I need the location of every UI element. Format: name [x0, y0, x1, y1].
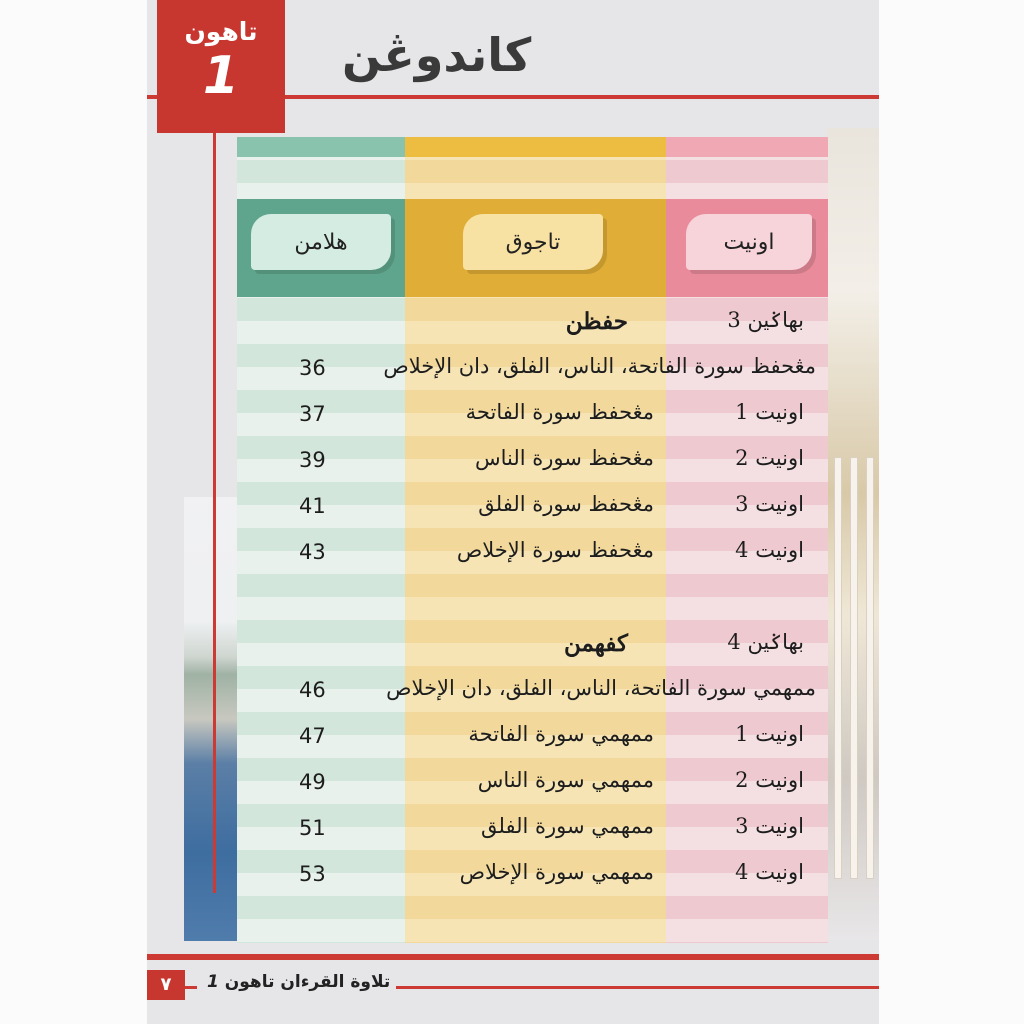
page-number-cell: 43: [299, 540, 326, 564]
page-number-cell: 47: [299, 724, 326, 748]
unit-header-cell: [666, 199, 828, 297]
topic-cell: مڠحفظ سورة الإخلاص: [456, 538, 654, 562]
page-number-cell: 53: [299, 862, 326, 886]
mosque-photo-left: [184, 497, 240, 941]
table-row: [237, 576, 828, 622]
page-number-cell: 37: [299, 402, 326, 426]
table-row: [237, 346, 828, 392]
contents-table: [237, 137, 828, 943]
topic-cell: مڠحفظ سورة الفاتحة: [465, 400, 654, 424]
topic-cell: ممهمي سورة الفلق: [481, 814, 654, 838]
year-badge: [157, 0, 285, 133]
unit-cell: اونيت 1: [735, 400, 804, 424]
page-number-cell: 51: [299, 816, 326, 840]
topic-cell: مڠحفظ سورة الناس: [474, 446, 654, 470]
table-row: [237, 760, 828, 806]
table-row: [237, 392, 828, 438]
footer-book-title: [197, 972, 396, 992]
unit-cell: بهاݢين 4: [727, 630, 804, 654]
table-row: [237, 852, 828, 898]
unit-cell: اونيت 2: [735, 446, 804, 470]
topic-cell: مڠحفظ سورة الفلق: [478, 492, 654, 516]
table-row: [237, 668, 828, 714]
year-number: 1: [202, 46, 240, 106]
unit-cell: بهاݢين 3: [727, 308, 804, 332]
page-number-cell: 46: [299, 678, 326, 702]
unit-cell: اونيت 3: [735, 814, 804, 838]
table-row: [237, 438, 828, 484]
table-row: [237, 714, 828, 760]
footer-year: 1: [207, 972, 219, 992]
footer-top-rule: [147, 954, 879, 960]
footer-page-number: ٧: [147, 970, 185, 1000]
page-header-cell: [237, 199, 405, 297]
unit-cell: اونيت 4: [735, 538, 804, 562]
unit-cell: اونيت 2: [735, 768, 804, 792]
section-title: حفظن: [565, 308, 628, 335]
margin-rule: [213, 133, 216, 893]
unit-cell: اونيت 3: [735, 492, 804, 516]
topic-cell: ممهمي سورة الفاتحة، الناس، الفلق، دان الإخلاص: [386, 676, 816, 700]
page-column-band: [237, 137, 405, 157]
topic-cell: ممهمي سورة الإخلاص: [459, 860, 654, 884]
footer-title-text: تلاوة القرءان تاهون: [224, 972, 391, 992]
page-title: كاندوڠن: [342, 28, 532, 82]
year-word: تاهون: [184, 17, 258, 46]
page-number-cell: 41: [299, 494, 326, 518]
section-title: كفهمن: [564, 630, 628, 657]
page-number-cell: 39: [299, 448, 326, 472]
unit-column-header: اونيت: [686, 214, 812, 270]
topic-header-cell: [405, 199, 666, 297]
table-row: [237, 806, 828, 852]
section-row: [237, 300, 828, 346]
table-row: [237, 484, 828, 530]
topic-cell: ممهمي سورة الناس: [477, 768, 654, 792]
topic-column-header: تاجوق: [463, 214, 603, 270]
page-number-cell: 36: [299, 356, 326, 380]
section-row: [237, 622, 828, 668]
topic-cell: ممهمي سورة الفاتحة: [468, 722, 654, 746]
topic-cell: مڠحفظ سورة الفاتحة، الناس، الفلق، دان الإخلاص: [383, 354, 816, 378]
unit-column-band: [666, 137, 828, 157]
table-row: [237, 530, 828, 576]
page-column-header: هلامن: [251, 214, 391, 270]
mosque-photo-right: [827, 128, 879, 940]
book-page: [147, 0, 879, 1024]
unit-cell: اونيت 4: [735, 860, 804, 884]
unit-cell: اونيت 1: [735, 722, 804, 746]
page-number-cell: 49: [299, 770, 326, 794]
topic-column-band: [405, 137, 666, 157]
